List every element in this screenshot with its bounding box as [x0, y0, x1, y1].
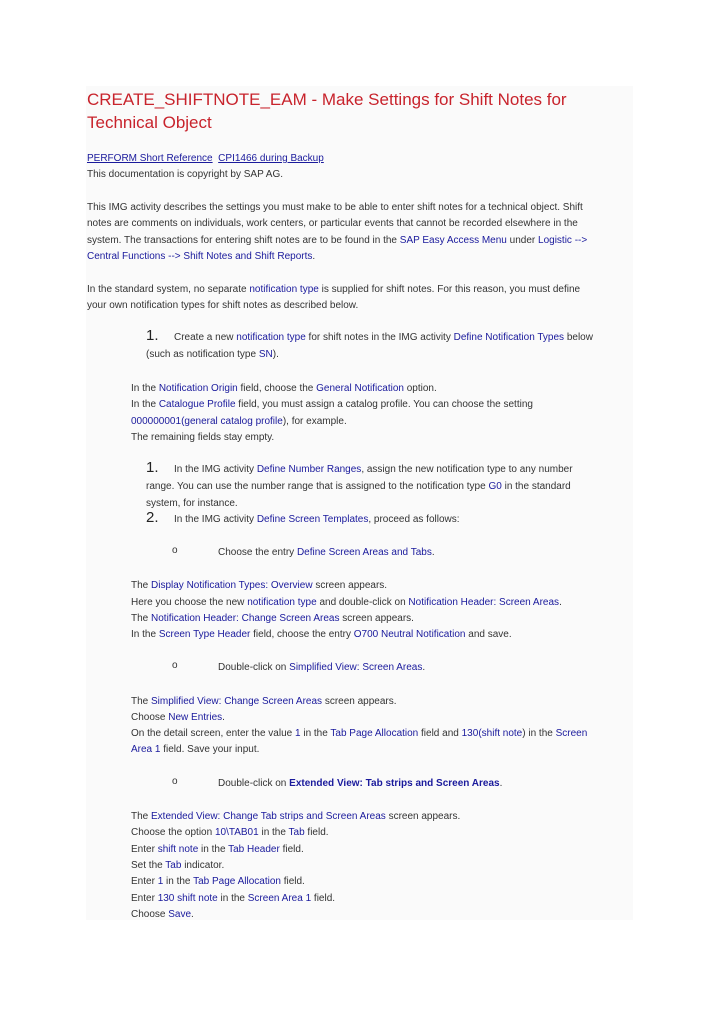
block-1-line-2: Here you choose the new notification type and double-click on Notification Header: Screen Areas.	[131, 597, 562, 608]
general-notification-link[interactable]: General Notification	[316, 383, 404, 394]
step-1-number: 1.	[146, 327, 159, 344]
intro-line-3: system. The transactions for entering shift notes are to be found in the SAP Easy Access Menu under Logistic -->	[87, 235, 588, 246]
block-3-line-3: Enter shift note in the Tab Header field.	[131, 844, 304, 855]
block-1-line-3: The Notification Header: Change Screen Areas screen appears.	[131, 613, 414, 624]
block-3-line-4: Set the Tab indicator.	[131, 860, 225, 871]
step-3-number: 2.	[146, 509, 159, 526]
block-2-line-3: On the detail screen, enter the value 1 in the Tab Page Allocation field and 130(shift note) in the Screen	[131, 728, 588, 739]
step-2-number: 1.	[146, 459, 159, 476]
step-2-line-2: range. You can use the number range that is assigned to the notification type G0 in the standard	[146, 481, 571, 492]
notification-header-screen-areas-link[interactable]: Notification Header: Screen Areas	[408, 597, 560, 608]
catalog-line-2: 000000001(general catalog profile), for example.	[131, 416, 347, 427]
neutral-notification-link[interactable]: O700 Neutral Notification	[353, 629, 466, 640]
catalog-code-link[interactable]: 000000001	[131, 416, 182, 427]
block-3-line-2: Choose the option 10\TAB01 in the Tab field.	[131, 827, 329, 838]
block-2-line-2: Choose New Entries.	[131, 712, 225, 723]
copyright-text: This documentation is copyright by SAP AG.	[87, 169, 284, 180]
tab-page-allocation-link[interactable]: Tab Page Allocation	[193, 876, 281, 887]
catalogue-profile-link[interactable]: Catalogue Profile	[158, 399, 236, 410]
block-1-line-1: The Display Notification Types: Overview screen appears.	[131, 580, 388, 591]
shift-note-link[interactable]: shift note	[481, 728, 523, 739]
block-3-line-1: The Extended View: Change Tab strips and Screen Areas screen appears.	[131, 811, 461, 822]
intro-line-1: This IMG activity describes the settings you must make to be able to enter shift notes for a technical object. Shift	[87, 202, 583, 213]
new-entries-link[interactable]: New Entries	[168, 712, 223, 723]
block-3-line-5: Enter 1 in the Tab Page Allocation field.	[131, 876, 305, 887]
notification-type-link[interactable]: notification type	[236, 332, 306, 343]
notification-type-link[interactable]: notification type	[247, 597, 317, 608]
define-number-ranges-link[interactable]: Define Number Ranges	[256, 464, 362, 475]
define-screen-areas-link[interactable]: Define Screen Areas and Tabs	[296, 547, 432, 558]
screen-area-1-link[interactable]: Screen Area 1	[247, 893, 312, 904]
notification-type-link[interactable]: notification type	[249, 284, 319, 295]
define-screen-templates-link[interactable]: Define Screen Templates	[256, 514, 369, 525]
step-3-line: In the IMG activity Define Screen Templates, proceed as follows:	[174, 514, 460, 525]
origin-line: In the Notification Origin field, choose the General Notification option.	[131, 383, 437, 394]
reference-links	[87, 151, 324, 167]
remaining-fields-text: The remaining fields stay empty.	[131, 432, 275, 443]
tab-header-link[interactable]: Tab Header	[228, 844, 280, 855]
simplified-view-change-link[interactable]: Simplified View: Change Screen Areas	[151, 696, 323, 707]
cpi-link[interactable]: CPI1466 during Backup	[218, 153, 324, 164]
value-1: 1	[295, 728, 301, 739]
standard-line-2: your own notification types for shift notes as described below.	[87, 300, 359, 311]
area-1-link[interactable]: Area 1	[131, 744, 161, 755]
save-link[interactable]: Save	[168, 909, 192, 920]
sub-1-bullet: o	[172, 545, 178, 556]
tab01-link[interactable]: 10\TAB01	[214, 827, 259, 838]
define-notification-types-link[interactable]: Define Notification Types	[453, 332, 565, 343]
intro-line-4: Central Functions --> Shift Notes and Shift Reports.	[87, 251, 316, 262]
sub-2-line: Double-click on Simplified View: Screen Areas.	[218, 662, 426, 673]
logistic-link[interactable]: Logistic -->	[538, 235, 588, 246]
g0-link[interactable]: G0	[488, 481, 502, 492]
sub-1-line: Choose the entry Define Screen Areas and Tabs.	[218, 547, 435, 558]
step-2-line-1: In the IMG activity Define Number Ranges, assign the new notification type to any number	[174, 464, 573, 475]
tab-link[interactable]: Tab	[288, 827, 305, 838]
catalog-line-1: In the Catalogue Profile field, you must assign a catalog profile. You can choose the setting	[131, 399, 533, 410]
extended-view-link[interactable]: Extended View: Tab strips and Screen Areas	[289, 778, 500, 789]
block-1-line-4: In the Screen Type Header field, choose the entry O700 Neutral Notification and save.	[131, 629, 512, 640]
block-2-line-1: The Simplified View: Change Screen Areas screen appears.	[131, 696, 397, 707]
notification-header-change-link[interactable]: Notification Header: Change Screen Areas	[151, 613, 340, 624]
block-2-line-4: Area 1 field. Save your input.	[131, 744, 260, 755]
shift-note-130-link[interactable]: 130 shift note	[157, 893, 218, 904]
block-3-line-7: Choose Save.	[131, 909, 194, 920]
perform-link[interactable]: PERFORM Short Reference	[87, 153, 213, 164]
simplified-view-link[interactable]: Simplified View: Screen Areas	[289, 662, 423, 673]
sap-easy-access-link[interactable]: SAP Easy Access Menu	[399, 235, 507, 246]
block-3-line-6: Enter 130 shift note in the Screen Area 1 field.	[131, 893, 336, 904]
display-notification-types-link[interactable]: Display Notification Types: Overview	[151, 580, 313, 591]
step-2-line-3: system, for instance.	[146, 498, 238, 509]
screen-type-header-link[interactable]: Screen Type Header	[158, 629, 251, 640]
tab-indicator-link[interactable]: Tab	[165, 860, 182, 871]
value-1: 1	[157, 876, 164, 887]
shift-note-link[interactable]: shift note	[157, 844, 199, 855]
sub-3-line: Double-click on Extended View: Tab strips and Screen Areas.	[218, 778, 503, 789]
notification-origin-link[interactable]: Notification Origin	[158, 383, 238, 394]
sn-link[interactable]: SN	[258, 349, 273, 360]
standard-line-1: In the standard system, no separate notification type is supplied for shift notes. For this reason, you must define	[87, 284, 581, 295]
screen-link[interactable]: Screen	[555, 728, 588, 739]
sub-2-bullet: o	[172, 660, 178, 671]
page-title: CREATE_SHIFTNOTE_EAM - Make Settings for Shift Notes for Technical Object	[87, 90, 567, 132]
sub-3-bullet: o	[172, 776, 178, 787]
intro-line-2: notes are comments on individuals, work centers, or particular events that cannot be recorded elsewhere in the	[87, 218, 578, 229]
general-catalog-profile-link[interactable]: general catalog profile	[184, 416, 283, 427]
shift-notes-menu-link[interactable]: Central Functions --> Shift Notes and Shift Reports	[87, 251, 313, 262]
value-130: 130	[461, 728, 479, 739]
tab-page-allocation-link[interactable]: Tab Page Allocation	[330, 728, 419, 739]
step-1-line-2: (such as notification type SN).	[146, 349, 279, 360]
step-1-line-1: Create a new notification type for shift notes in the IMG activity Define Notification Types below	[174, 332, 593, 343]
extended-view-change-link[interactable]: Extended View: Change Tab strips and Screen Areas	[151, 811, 386, 822]
